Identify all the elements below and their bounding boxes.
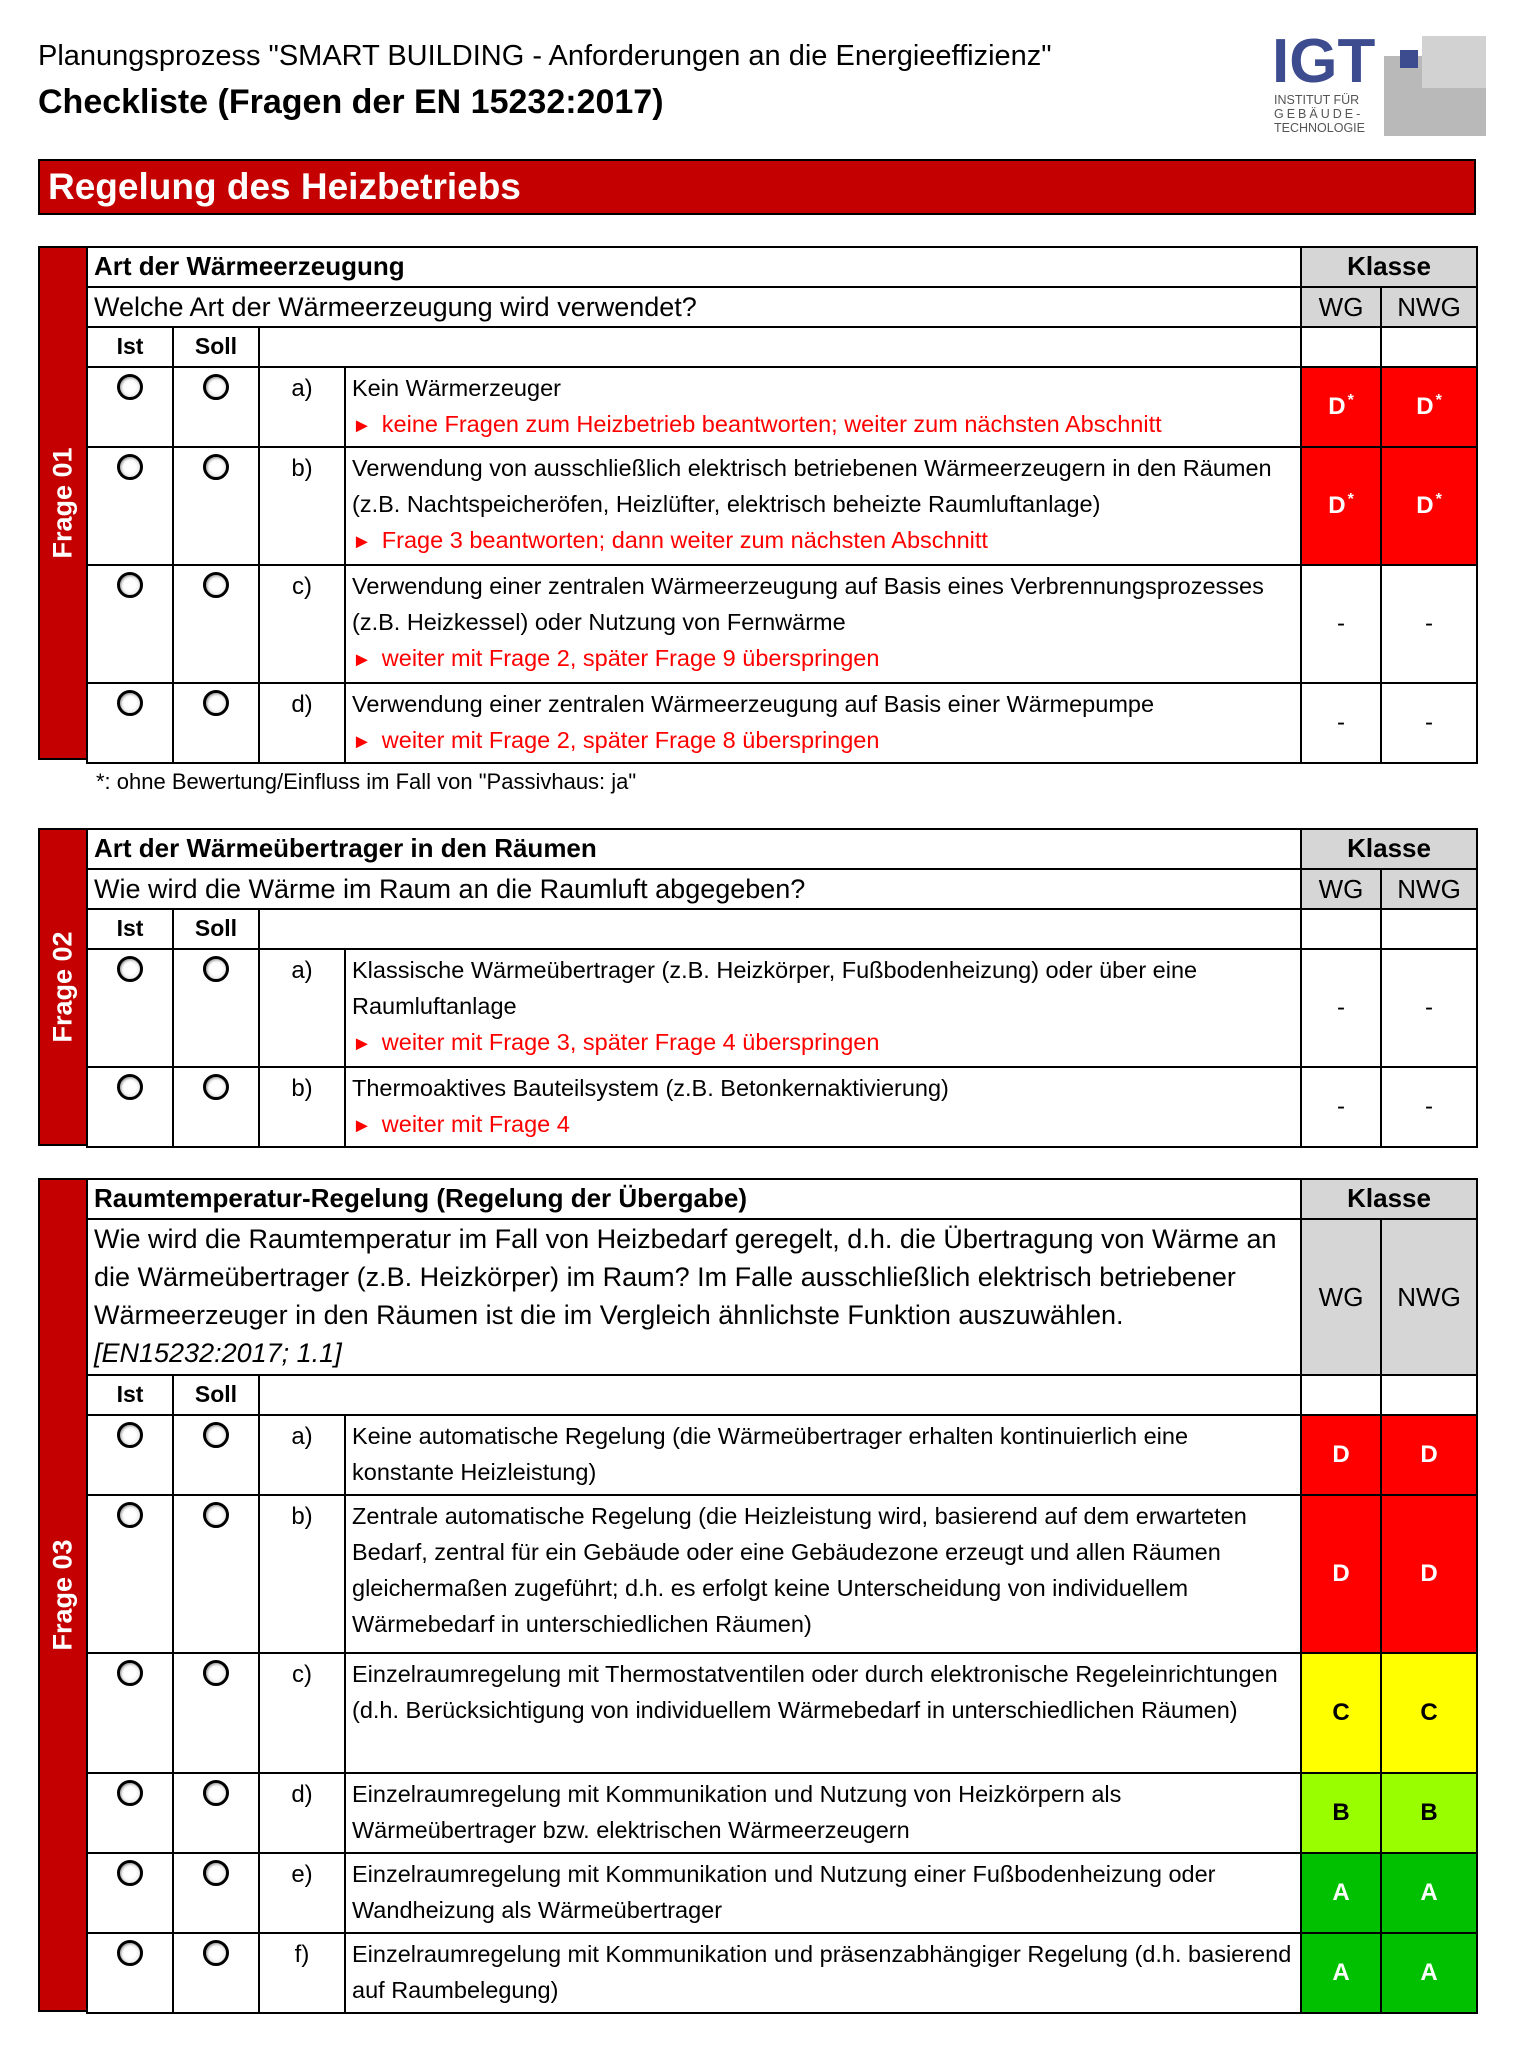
ist-radio[interactable] [117,1422,143,1448]
wg-class-value: D [1328,393,1346,420]
wg-class [1301,1773,1381,1853]
header-subtitle: Planungsprozess "SMART BUILDING - Anforderungen an die Energieeffizienz" [38,40,1052,72]
question-number-bar [38,828,88,1146]
option-letter: f) [259,1933,345,2013]
footnote-star: * [1435,491,1442,508]
option-text-cell [345,1773,1301,1853]
logo-text: IGT [1272,28,1376,96]
question-table [86,246,1478,764]
wg-class-value: A [1332,1959,1350,1986]
soll-cell [173,1067,259,1147]
option-row [87,683,1477,763]
soll-cell [173,1773,259,1853]
option-text-cell [345,565,1301,683]
ist-cell [87,1653,173,1773]
logo-blue-square [1400,50,1418,68]
wg-class-value: - [1337,994,1346,1021]
nwg-class [1381,1495,1477,1653]
nwg-header: NWG [1381,287,1477,327]
option-note [352,522,1294,560]
logo-line-1: INSTITUT FÜR [1274,93,1360,107]
ist-cell [87,1853,173,1933]
soll-cell [173,1415,259,1495]
option-row [87,1415,1477,1495]
option-text: Einzelraumregelung mit Kommunikation und Nutzung von Heizkörpern als Wärmeübertrager bzw. elektrischen Wärmeerzeugern [352,1781,1122,1843]
empty-header-cell [1381,909,1477,949]
option-note [352,640,1294,678]
ist-cell [87,1067,173,1147]
soll-radio[interactable] [203,1422,229,1448]
nwg-class-value: D [1420,1560,1438,1587]
option-text: Verwendung einer zentralen Wärmeerzeugung auf Basis einer Wärmepumpe [352,691,1155,717]
option-letter: a) [259,949,345,1067]
question-table [86,828,1478,1148]
soll-cell [173,949,259,1067]
option-row [87,949,1477,1067]
option-text: Verwendung einer zentralen Wärmeerzeugung auf Basis eines Verbrennungsprozesses (z.B. Heizkessel) oder Nutzung von Fernwärme [352,573,1264,635]
option-note-text: Frage 3 beantworten; dann weiter zum nächsten Abschnitt [381,527,988,553]
ist-cell [87,367,173,447]
nwg-class-value: - [1425,709,1434,736]
wg-class [1301,1853,1381,1933]
option-text: Verwendung von ausschließlich elektrisch betriebenen Wärmeerzeugern in den Räumen (z.B. Nachtspeicheröfen, Heizlüfter, elektrisch beheizte Raumluftanlage) [352,455,1272,517]
ist-header: Ist [87,909,173,949]
logo-line-3: TECHNOLOGIE [1274,121,1365,135]
nwg-class-value: C [1420,1699,1438,1726]
column-header-row [87,1375,1477,1415]
option-note-text: keine Fragen zum Heizbetrieb beantworten; weiter zum nächsten Abschnitt [381,411,1162,437]
option-row [87,1773,1477,1853]
ist-cell [87,1495,173,1653]
ist-radio[interactable] [117,374,143,400]
klasse-header: Klasse [1301,829,1477,869]
option-note [352,406,1294,444]
option-row [87,1495,1477,1653]
option-text: Klassische Wärmeübertrager (z.B. Heizkörper, Fußbodenheizung) oder über eine Raumluftanlage [352,957,1198,1019]
empty-header-cell [259,909,1301,949]
column-header-row [87,909,1477,949]
wg-class [1301,565,1381,683]
soll-radio[interactable] [203,454,229,480]
soll-cell [173,683,259,763]
ist-cell [87,1773,173,1853]
option-text-cell [345,1067,1301,1147]
option-row [87,1933,1477,2013]
wg-class [1301,683,1381,763]
soll-radio[interactable] [203,956,229,982]
ist-header: Ist [87,1375,173,1415]
option-letter: a) [259,367,345,447]
option-text: Einzelraumregelung mit Thermostatventilen oder durch elektronische Regeleinrichtungen (d.h. Berücksichtigung von individuellem Wärmebedarf in unterschiedlichen Räumen) [352,1661,1278,1723]
option-note-text: weiter mit Frage 3, später Frage 4 überspringen [381,1029,880,1055]
nwg-class-value: - [1425,1093,1434,1120]
nwg-class-value: D [1416,393,1434,420]
soll-radio[interactable] [203,1074,229,1100]
ist-radio[interactable] [117,1860,143,1886]
question-title: Raumtemperatur-Regelung (Regelung der Übergabe) [87,1179,1301,1219]
soll-radio[interactable] [203,1940,229,1966]
option-note [352,722,1294,760]
logo-grey-square-small [1422,36,1486,88]
igt-logo [1272,28,1486,136]
option-note-text: weiter mit Frage 2, später Frage 9 überspringen [381,645,880,671]
arrow-icon: ► [352,649,372,671]
question-block [38,1178,1478,2012]
empty-header-cell [259,327,1301,367]
question-table [86,1178,1478,2014]
option-text: Einzelraumregelung mit Kommunikation und präsenzabhängiger Regelung (d.h. basierend auf Raumbelegung) [352,1941,1292,2003]
option-letter: d) [259,683,345,763]
ist-radio[interactable] [117,572,143,598]
option-row [87,447,1477,565]
wg-class [1301,367,1381,447]
footnote: *: ohne Bewertung/Einfluss im Fall von "Passivhaus: ja" [96,769,637,794]
option-letter: b) [259,1067,345,1147]
option-note [352,1024,1294,1062]
soll-cell [173,1933,259,2013]
soll-radio[interactable] [203,690,229,716]
option-row [87,1067,1477,1147]
title-row [87,829,1477,869]
wg-class [1301,1495,1381,1653]
soll-radio[interactable] [203,1660,229,1686]
wg-class-value: - [1337,1093,1346,1120]
soll-cell [173,1853,259,1933]
soll-radio[interactable] [203,374,229,400]
ist-cell [87,949,173,1067]
empty-header-cell [1301,1375,1381,1415]
option-letter: c) [259,1653,345,1773]
wg-class-value: C [1332,1699,1350,1726]
question-block [38,828,1478,1146]
arrow-icon: ► [352,731,372,753]
option-text-cell [345,1653,1301,1773]
ist-radio[interactable] [117,690,143,716]
ist-header: Ist [87,327,173,367]
option-text: Einzelraumregelung mit Kommunikation und Nutzung einer Fußbodenheizung oder Wandheizung als Wärmeübertrager [352,1861,1216,1923]
wg-class-value: B [1332,1799,1350,1826]
soll-cell [173,1495,259,1653]
column-header-row [87,327,1477,367]
question-text: Welche Art der Wärmeerzeugung wird verwendet? [94,292,697,322]
nwg-class-value: - [1425,610,1434,637]
logo-line-2: GEBÄUDE- [1274,107,1364,121]
question-row [87,869,1477,909]
empty-header-cell [1381,327,1477,367]
nwg-class-value: D [1420,1441,1438,1468]
nwg-class [1381,1933,1477,2013]
ist-radio[interactable] [117,1074,143,1100]
arrow-icon: ► [352,531,372,553]
option-text-cell [345,1853,1301,1933]
nwg-class-value: A [1420,1959,1438,1986]
footnote-star: * [1347,491,1354,508]
nwg-class [1381,1853,1477,1933]
question-title: Art der Wärmeübertrager in den Räumen [87,829,1301,869]
wg-class [1301,1415,1381,1495]
nwg-class [1381,1067,1477,1147]
title-row [87,247,1477,287]
wg-class [1301,949,1381,1067]
ist-cell [87,683,173,763]
option-text: Zentrale automatische Regelung (die Heizleistung wird, basierend auf dem erwarteten Bedarf, zentral für ein Gebäude oder eine Gebäudezone erzeugt und allen Räumen gleichermaßen zugeführt; d.h. es erfolgt keine Unterscheidung von individuellem Wärmebedarf in unterschiedlichen Räumen) [352,1503,1247,1637]
arrow-icon: ► [352,1033,372,1055]
question-row [87,1219,1477,1375]
nwg-class [1381,565,1477,683]
option-letter: c) [259,565,345,683]
soll-cell [173,367,259,447]
option-text-cell [345,1933,1301,2013]
wg-class-value: D [1328,492,1346,519]
option-row [87,1853,1477,1933]
wg-class-value: D [1332,1560,1350,1587]
question-number: Frage 01 [47,447,78,559]
option-note [352,1106,1294,1144]
soll-cell [173,1653,259,1773]
option-text-cell [345,367,1301,447]
option-letter: a) [259,1415,345,1495]
question-block [38,246,1478,760]
soll-header: Soll [173,1375,259,1415]
soll-radio[interactable] [203,572,229,598]
nwg-class-value: D [1416,492,1434,519]
option-row [87,565,1477,683]
nwg-class [1381,1653,1477,1773]
title-row [87,1179,1477,1219]
soll-cell [173,565,259,683]
ist-radio[interactable] [117,1780,143,1806]
ist-radio[interactable] [117,1502,143,1528]
empty-header-cell [1301,327,1381,367]
option-row [87,1653,1477,1773]
wg-header: WG [1301,1219,1381,1375]
arrow-icon: ► [352,1115,372,1137]
empty-header-cell [1381,1375,1477,1415]
wg-class-value: D [1332,1441,1350,1468]
option-row [87,367,1477,447]
wg-class-value: - [1337,709,1346,736]
question-number-bar [38,246,88,760]
klasse-header: Klasse [1301,1179,1477,1219]
nwg-class-value: - [1425,994,1434,1021]
ist-cell [87,565,173,683]
nwg-header: NWG [1381,869,1477,909]
ist-radio[interactable] [117,454,143,480]
nwg-header: NWG [1381,1219,1477,1375]
section-title: Regelung des Heizbetriebs [38,159,1476,215]
question-row [87,287,1477,327]
question-number-bar [38,1178,88,2012]
option-text: Keine automatische Regelung (die Wärmeübertrager erhalten kontinuierlich eine konstante Heizleistung) [352,1423,1189,1485]
option-letter: d) [259,1773,345,1853]
nwg-class [1381,1773,1477,1853]
nwg-class [1381,447,1477,565]
soll-radio[interactable] [203,1780,229,1806]
wg-header: WG [1301,869,1381,909]
option-text-cell [345,447,1301,565]
option-text-cell [345,1495,1301,1653]
arrow-icon: ► [352,415,372,437]
question-number: Frage 03 [47,1539,78,1651]
nwg-class [1381,949,1477,1067]
soll-header: Soll [173,327,259,367]
wg-header: WG [1301,287,1381,327]
soll-header: Soll [173,909,259,949]
option-letter: e) [259,1853,345,1933]
ist-radio[interactable] [117,1940,143,1966]
wg-class [1301,1067,1381,1147]
footnote-star: * [1347,392,1354,409]
nwg-class [1381,1415,1477,1495]
nwg-class-value: A [1420,1879,1438,1906]
wg-class-value: A [1332,1879,1350,1906]
question-number: Frage 02 [47,931,78,1043]
ist-radio[interactable] [117,956,143,982]
footnote-star: * [1435,392,1442,409]
ist-cell [87,1415,173,1495]
wg-class [1301,1653,1381,1773]
nwg-class [1381,367,1477,447]
question-title: Art der Wärmeerzeugung [87,247,1301,287]
ist-cell [87,447,173,565]
option-text-cell [345,683,1301,763]
empty-header-cell [259,1375,1301,1415]
question-text-cell [87,1219,1301,1375]
nwg-class [1381,683,1477,763]
wg-class-value: - [1337,610,1346,637]
page-title: Checkliste (Fragen der EN 15232:2017) [38,83,664,121]
ist-radio[interactable] [117,1660,143,1686]
klasse-header: Klasse [1301,247,1477,287]
soll-radio[interactable] [203,1860,229,1886]
ist-cell [87,1933,173,2013]
option-text-cell [345,1415,1301,1495]
option-note-text: weiter mit Frage 4 [381,1111,570,1137]
option-text-cell [345,949,1301,1067]
nwg-class-value: B [1420,1799,1438,1826]
question-reference: [EN15232:2017; 1.1] [94,1338,342,1368]
question-text: Wie wird die Wärme im Raum an die Raumluft abgegeben? [94,874,806,904]
wg-class [1301,447,1381,565]
question-text: Wie wird die Raumtemperatur im Fall von Heizbedarf geregelt, d.h. die Übertragung von Wärme an die Wärmeübertrager (z.B. Heizkörper) im Raum? Im Falle ausschließlich elektrisch betriebener Wärmeerzeuger in den Räumen ist die im Vergleich ähnlichste Funktion auszuwählen. [94,1224,1277,1330]
soll-radio[interactable] [203,1502,229,1528]
page-header [38,36,1052,126]
question-text-cell [87,287,1301,327]
empty-header-cell [1301,909,1381,949]
question-text-cell [87,869,1301,909]
option-note-text: weiter mit Frage 2, später Frage 8 überspringen [381,727,880,753]
option-text: Kein Wärmerzeuger [352,375,561,401]
option-letter: b) [259,1495,345,1653]
option-text: Thermoaktives Bauteilsystem (z.B. Betonkernaktivierung) [352,1075,949,1101]
wg-class [1301,1933,1381,2013]
option-letter: b) [259,447,345,565]
soll-cell [173,447,259,565]
